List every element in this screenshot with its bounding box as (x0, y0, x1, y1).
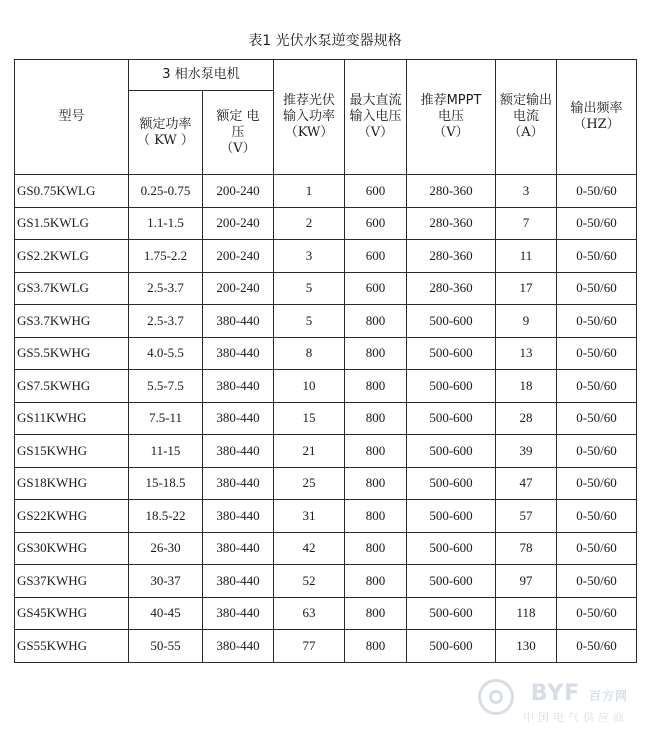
cell-rated-voltage: 380-440 (203, 630, 274, 663)
cell-rated-voltage: 380-440 (203, 500, 274, 533)
header-max-dc-label: 最大直流输入电压 (349, 93, 402, 124)
cell-rated-power: 26-30 (129, 532, 203, 565)
watermark-logo (531, 681, 628, 706)
cell-pv-power: 3 (274, 240, 345, 273)
cell-mppt-voltage: 500-600 (407, 500, 496, 533)
header-mppt-label: 推荐MPPT 电压 (420, 93, 482, 124)
cell-max-dc-voltage: 800 (345, 402, 407, 435)
cell-pv-power: 8 (274, 337, 345, 370)
cell-mppt-voltage: 500-600 (407, 467, 496, 500)
cell-max-dc-voltage: 600 (345, 207, 407, 240)
cell-rated-power: 4.0-5.5 (129, 337, 203, 370)
cell-rated-voltage: 200-240 (203, 272, 274, 305)
table-row (15, 630, 637, 663)
cell-rated-voltage: 380-440 (203, 467, 274, 500)
cell-rated-voltage: 380-440 (203, 532, 274, 565)
cell-model: GS1.5KWLG (15, 207, 129, 240)
header-pv-power (274, 60, 345, 175)
table-row (15, 272, 637, 305)
cell-output-frequency: 0-50/60 (557, 402, 637, 435)
header-model: 型号 (15, 60, 129, 175)
header-rated-power-label: 额定功率 (139, 116, 192, 132)
cell-rated-power: 15-18.5 (129, 467, 203, 500)
cell-rated-current: 78 (496, 532, 557, 565)
cell-output-frequency: 0-50/60 (557, 207, 637, 240)
cell-output-frequency: 0-50/60 (557, 370, 637, 403)
cell-rated-power: 2.5-3.7 (129, 272, 203, 305)
cell-output-frequency: 0-50/60 (557, 272, 637, 305)
cell-rated-voltage: 200-240 (203, 240, 274, 273)
cell-model: GS45KWHG (15, 597, 129, 630)
watermark-tagline: 中国电气供应商 (523, 711, 628, 724)
cell-rated-power: 50-55 (129, 630, 203, 663)
cell-max-dc-voltage: 800 (345, 532, 407, 565)
cell-mppt-voltage: 500-600 (407, 435, 496, 468)
cell-output-frequency: 0-50/60 (557, 597, 637, 630)
cell-rated-current: 57 (496, 500, 557, 533)
cell-max-dc-voltage: 800 (345, 435, 407, 468)
cell-rated-current: 11 (496, 240, 557, 273)
header-motor-group: 3 相水泵电机 (129, 60, 274, 91)
cell-pv-power: 2 (274, 207, 345, 240)
cell-pv-power: 5 (274, 305, 345, 338)
header-rated-current-label: 额定输出电流 (500, 93, 553, 124)
cell-rated-power: 1.1-1.5 (129, 207, 203, 240)
cell-output-frequency: 0-50/60 (557, 305, 637, 338)
cell-rated-voltage: 380-440 (203, 597, 274, 630)
header-frequency-unit: （HZ） (573, 117, 620, 132)
cell-output-frequency: 0-50/60 (557, 500, 637, 533)
cell-rated-current: 39 (496, 435, 557, 468)
cell-rated-power: 30-37 (129, 565, 203, 598)
cell-output-frequency: 0-50/60 (557, 630, 637, 663)
cell-pv-power: 5 (274, 272, 345, 305)
cell-mppt-voltage: 500-600 (407, 565, 496, 598)
cell-pv-power: 25 (274, 467, 345, 500)
cell-rated-voltage: 200-240 (203, 207, 274, 240)
table-row (15, 500, 637, 533)
cell-mppt-voltage: 500-600 (407, 370, 496, 403)
header-pv-power-label: 推荐光伏输入功率 (282, 93, 335, 124)
cell-max-dc-voltage: 800 (345, 565, 407, 598)
cell-rated-power: 7.5-11 (129, 402, 203, 435)
header-rated-current (496, 60, 557, 175)
table-row (15, 337, 637, 370)
cell-model: GS15KWHG (15, 435, 129, 468)
cell-rated-current: 130 (496, 630, 557, 663)
cell-rated-voltage: 380-440 (203, 565, 274, 598)
cell-mppt-voltage: 280-360 (407, 207, 496, 240)
header-max-dc-unit: （V） (357, 125, 394, 140)
cell-rated-power: 1.75-2.2 (129, 240, 203, 273)
cell-model: GS55KWHG (15, 630, 129, 663)
cell-rated-current: 97 (496, 565, 557, 598)
cell-pv-power: 10 (274, 370, 345, 403)
header-mppt-unit: （V） (433, 125, 469, 140)
cell-model: GS11KWHG (15, 402, 129, 435)
cell-mppt-voltage: 280-360 (407, 240, 496, 273)
table-row (15, 532, 637, 565)
cell-max-dc-voltage: 800 (345, 467, 407, 500)
header-frequency-label: 输出频率 (570, 101, 623, 116)
cell-rated-current: 3 (496, 175, 557, 208)
cell-rated-current: 13 (496, 337, 557, 370)
cell-mppt-voltage: 500-600 (407, 402, 496, 435)
cell-output-frequency: 0-50/60 (557, 435, 637, 468)
cell-rated-power: 40-45 (129, 597, 203, 630)
cell-output-frequency: 0-50/60 (557, 532, 637, 565)
cell-max-dc-voltage: 800 (345, 337, 407, 370)
header-rated-voltage (203, 91, 274, 175)
cell-pv-power: 63 (274, 597, 345, 630)
cell-output-frequency: 0-50/60 (557, 175, 637, 208)
cell-rated-voltage: 380-440 (203, 370, 274, 403)
cell-model: GS7.5KWHG (15, 370, 129, 403)
cell-output-frequency: 0-50/60 (557, 337, 637, 370)
cell-rated-voltage: 380-440 (203, 305, 274, 338)
cell-model: GS3.7KWLG (15, 272, 129, 305)
cell-pv-power: 52 (274, 565, 345, 598)
cell-rated-voltage: 380-440 (203, 337, 274, 370)
cell-model: GS5.5KWHG (15, 337, 129, 370)
cell-pv-power: 15 (274, 402, 345, 435)
cell-pv-power: 31 (274, 500, 345, 533)
cell-model: GS3.7KWHG (15, 305, 129, 338)
cell-rated-current: 17 (496, 272, 557, 305)
cell-rated-power: 11-15 (129, 435, 203, 468)
cell-rated-current: 9 (496, 305, 557, 338)
table-row (15, 370, 637, 403)
watermark (478, 679, 628, 735)
cell-rated-current: 7 (496, 207, 557, 240)
cell-mppt-voltage: 500-600 (407, 597, 496, 630)
watermark-logo-icon (478, 679, 514, 715)
cell-model: GS22KWHG (15, 500, 129, 533)
cell-model: GS0.75KWLG (15, 175, 129, 208)
cell-rated-voltage: 380-440 (203, 435, 274, 468)
table-row (15, 565, 637, 598)
cell-mppt-voltage: 500-600 (407, 305, 496, 338)
table-row (15, 240, 637, 273)
cell-output-frequency: 0-50/60 (557, 467, 637, 500)
cell-max-dc-voltage: 800 (345, 597, 407, 630)
header-pv-power-unit: （KW） (284, 125, 334, 140)
header-rated-voltage-unit: （V） (220, 140, 256, 156)
cell-model: GS30KWHG (15, 532, 129, 565)
cell-max-dc-voltage: 800 (345, 630, 407, 663)
table-row (15, 305, 637, 338)
cell-mppt-voltage: 500-600 (407, 532, 496, 565)
cell-output-frequency: 0-50/60 (557, 240, 637, 273)
cell-rated-power: 2.5-3.7 (129, 305, 203, 338)
cell-max-dc-voltage: 600 (345, 175, 407, 208)
watermark-logo-text: BYF (530, 681, 581, 706)
spec-table-body (15, 175, 637, 663)
cell-pv-power: 21 (274, 435, 345, 468)
cell-model: GS2.2KWLG (15, 240, 129, 273)
cell-rated-current: 118 (496, 597, 557, 630)
table-row (15, 402, 637, 435)
cell-rated-power: 0.25-0.75 (129, 175, 203, 208)
header-rated-current-unit: （A） (508, 125, 544, 140)
table-row (15, 207, 637, 240)
cell-mppt-voltage: 500-600 (407, 630, 496, 663)
header-mppt (407, 60, 496, 175)
cell-pv-power: 77 (274, 630, 345, 663)
cell-rated-current: 28 (496, 402, 557, 435)
header-frequency (557, 60, 637, 175)
cell-mppt-voltage: 280-360 (407, 175, 496, 208)
spec-table (14, 59, 637, 663)
cell-rated-voltage: 200-240 (203, 175, 274, 208)
cell-mppt-voltage: 500-600 (407, 337, 496, 370)
table-row (15, 175, 637, 208)
watermark-logo-cn: 百方网 (588, 689, 628, 703)
cell-output-frequency: 0-50/60 (557, 565, 637, 598)
cell-max-dc-voltage: 800 (345, 305, 407, 338)
cell-pv-power: 42 (274, 532, 345, 565)
cell-max-dc-voltage: 600 (345, 272, 407, 305)
cell-max-dc-voltage: 600 (345, 240, 407, 273)
header-rated-power-unit: （ KW ） (137, 132, 194, 148)
table-row (15, 435, 637, 468)
table-row (15, 467, 637, 500)
cell-max-dc-voltage: 800 (345, 500, 407, 533)
cell-rated-voltage: 380-440 (203, 402, 274, 435)
cell-rated-current: 47 (496, 467, 557, 500)
header-rated-power (129, 91, 203, 175)
cell-model: GS18KWHG (15, 467, 129, 500)
cell-model: GS37KWHG (15, 565, 129, 598)
header-rated-voltage-label: 额定 电 压 (216, 108, 260, 140)
header-max-dc (345, 60, 407, 175)
cell-pv-power: 1 (274, 175, 345, 208)
cell-max-dc-voltage: 800 (345, 370, 407, 403)
cell-mppt-voltage: 280-360 (407, 272, 496, 305)
cell-rated-power: 18.5-22 (129, 500, 203, 533)
cell-rated-power: 5.5-7.5 (129, 370, 203, 403)
table-row (15, 597, 637, 630)
table-caption: 表1 光伏水泵逆变器规格 (248, 33, 402, 49)
cell-rated-current: 18 (496, 370, 557, 403)
